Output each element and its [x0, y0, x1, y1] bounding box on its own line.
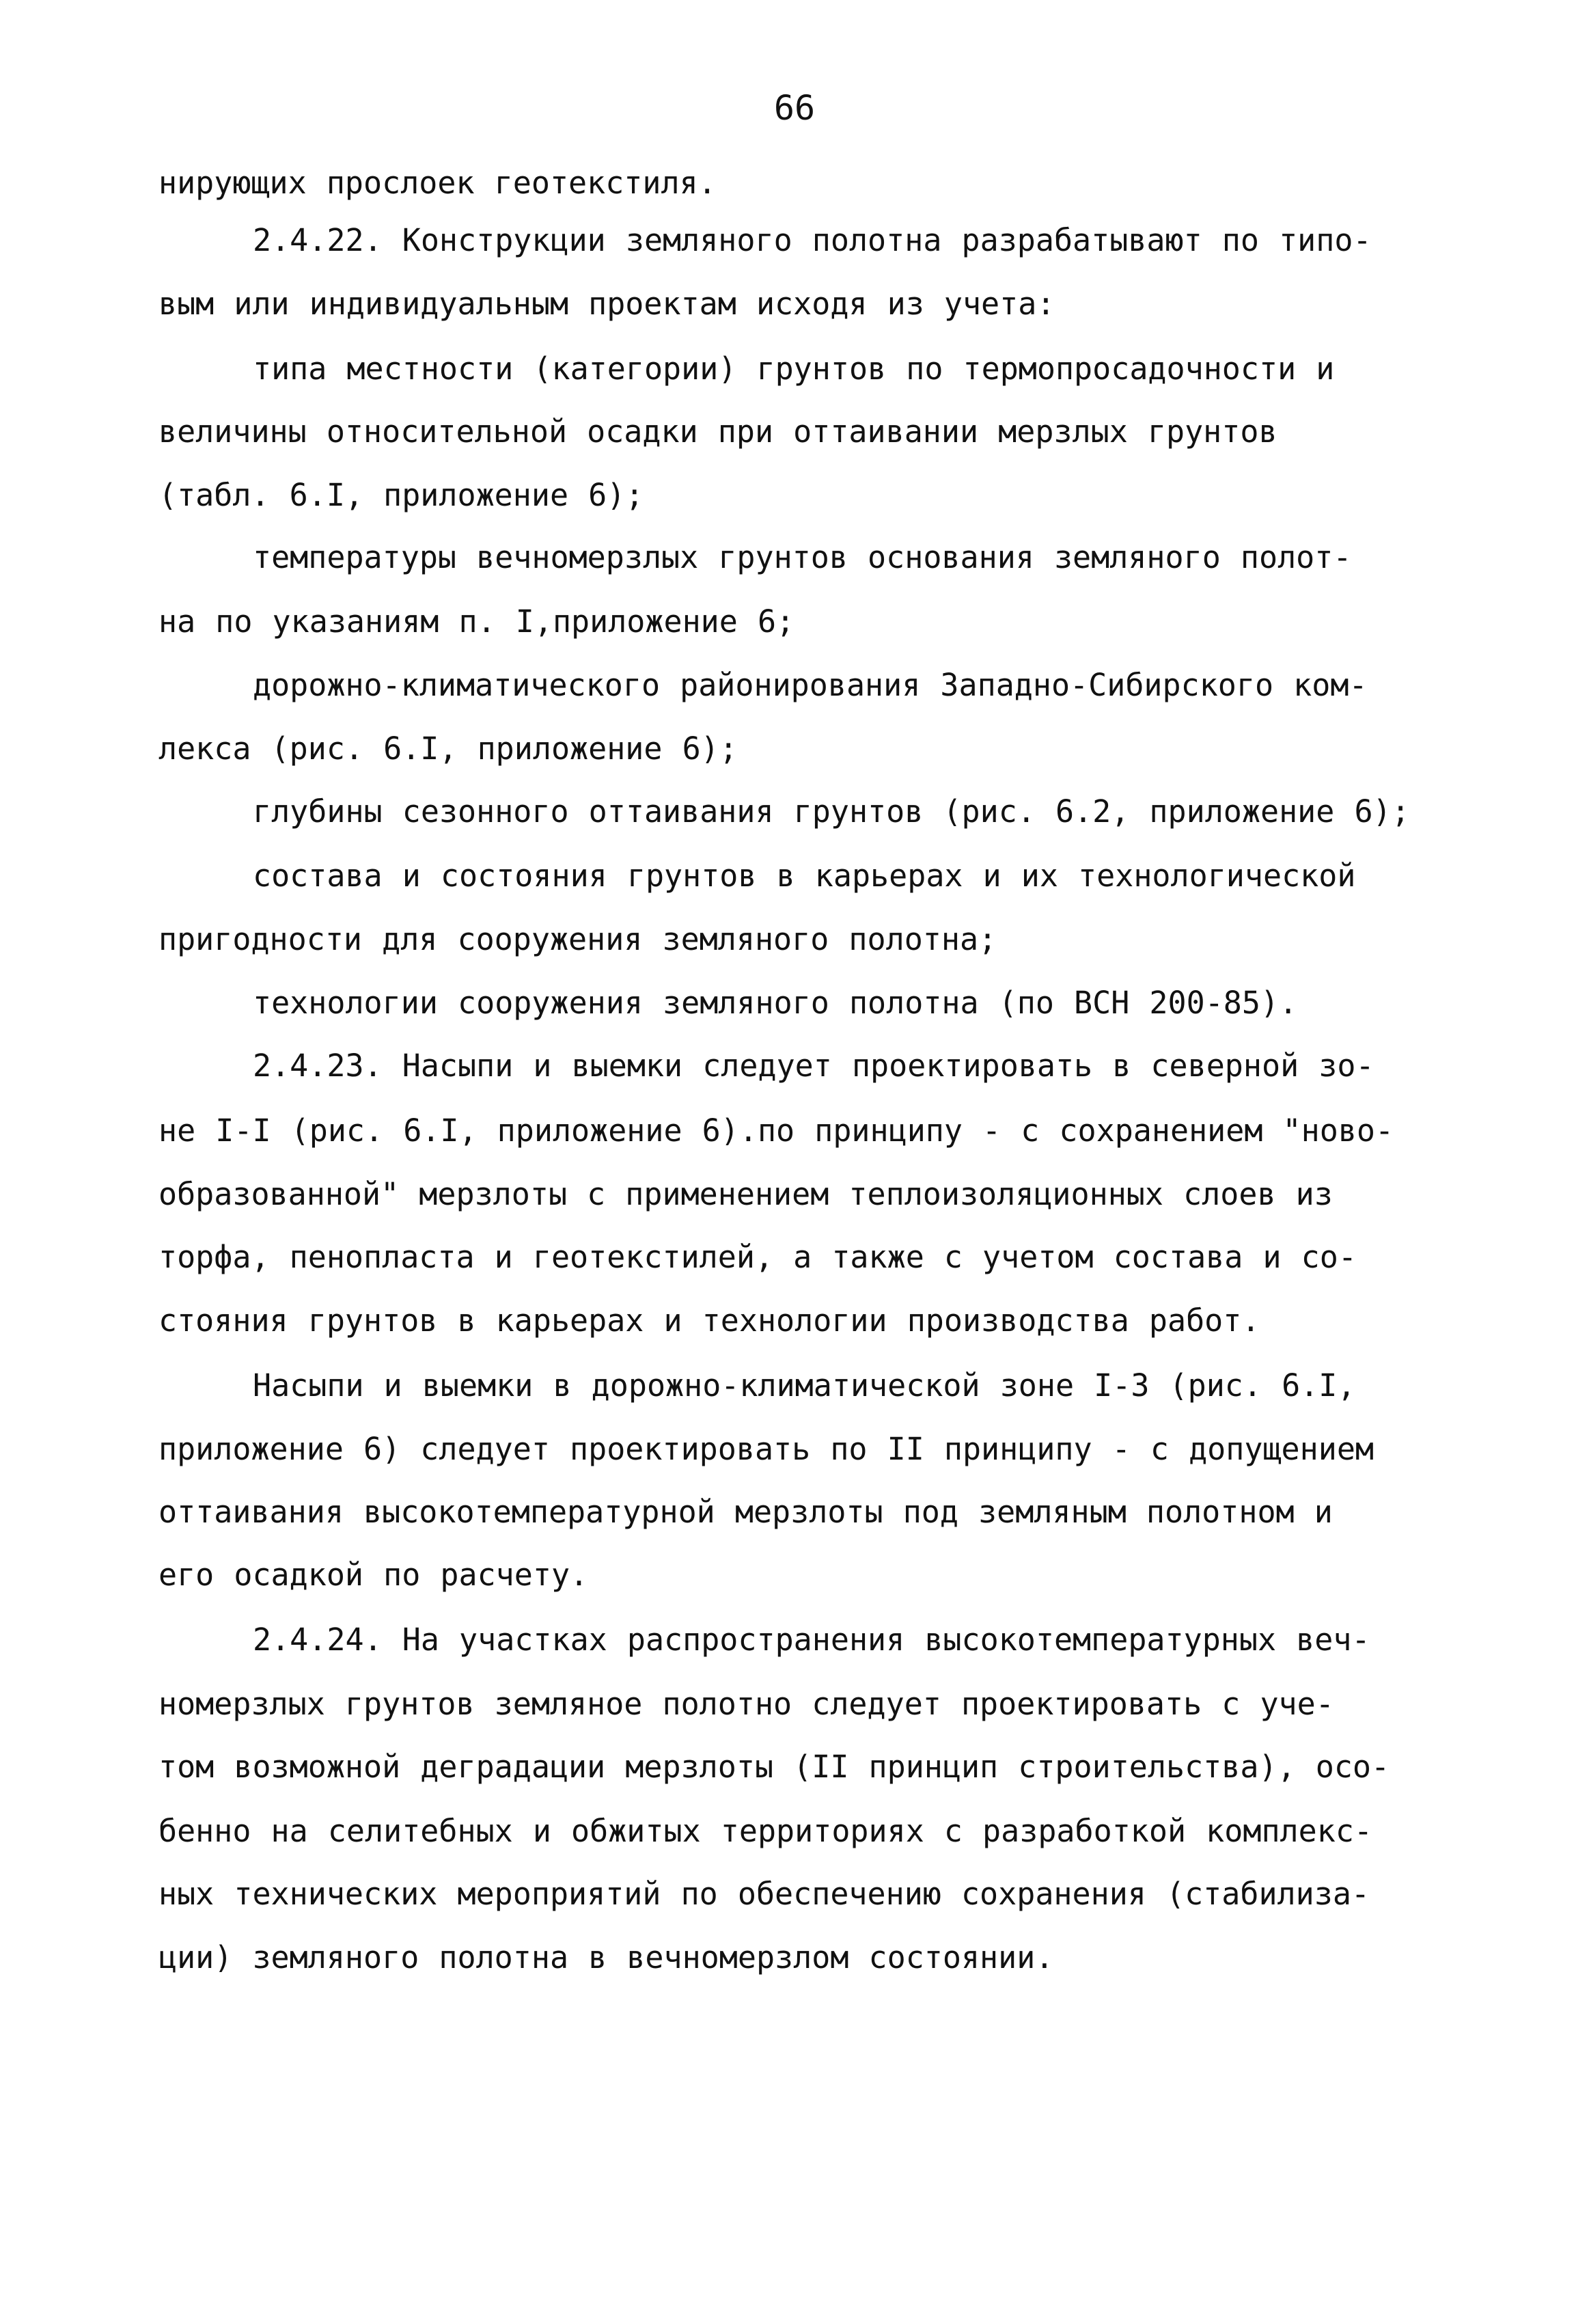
text-line: (табл. 6.I, приложение 6);: [158, 477, 644, 513]
text-line: ных технических мероприятий по обеспечению сохранения (стабилиза-: [158, 1876, 1370, 1912]
text-line: пригодности для сооружения земляного полотна;: [158, 921, 997, 957]
text-line: стояния грунтов в карьерах и технологии производства работ.: [158, 1302, 1260, 1339]
text-line: 2.4.22. Конструкции земляного полотна разрабатывают по типо-: [253, 222, 1372, 258]
text-line: образованной" мерзлоты с применением теплоизоляционных слоев из: [158, 1176, 1333, 1212]
text-line: бенно на селитебных и обжитых территориях с разработкой комплекс-: [158, 1813, 1372, 1849]
text-line: типа местности (категории) грунтов по термопросадочности и: [253, 351, 1335, 387]
page-number: 66: [773, 88, 816, 128]
text-line: его осадкой по расчету.: [158, 1557, 589, 1593]
text-line: дорожно-климатического районирования Западно-Сибирского ком-: [253, 667, 1368, 703]
text-line: на по указаниям п. I,приложение 6;: [158, 603, 795, 640]
text-line: Насыпи и выемки в дорожно-климатической зоне I-3 (рис. 6.I,: [253, 1367, 1356, 1404]
text-line: 2.4.23. Насыпи и выемки следует проектировать в северной зо-: [253, 1048, 1374, 1084]
text-line: температуры вечномерзлых грунтов основания земляного полот-: [253, 539, 1352, 575]
text-line: ции) земляного полотна в вечномерзлом состоянии.: [158, 1939, 1054, 1976]
text-line: торфа, пенопласта и геотекстилей, а также с учетом состава и со-: [158, 1239, 1357, 1275]
text-line: 2.4.24. На участках распространения высокотемпературных веч-: [253, 1622, 1370, 1658]
text-line: приложение 6) следует проектировать по II принципу - с допущением: [158, 1431, 1374, 1467]
text-line: величины относительной осадки при оттаивании мерзлых грунтов: [158, 413, 1277, 450]
text-line: том возможной деградации мерзлоты (II принцип строительства), осо-: [158, 1749, 1390, 1785]
text-line: технологии сооружения земляного полотна (по ВСН 200-85).: [253, 985, 1298, 1021]
text-line: номерзлых грунтов земляное полотно следует проектировать с уче-: [158, 1686, 1334, 1722]
text-line: не I-I (рис. 6.I, приложение 6).по принципу - с сохранением "ново-: [158, 1112, 1394, 1149]
text-line: нирующих прослоек геотекстиля.: [158, 165, 717, 201]
text-line: состава и состояния грунтов в карьерах и их технологической: [253, 858, 1356, 894]
text-line: лекса (рис. 6.I, приложение 6);: [158, 730, 738, 767]
text-line: глубины сезонного оттаивания грунтов (рис. 6.2, приложение 6);: [253, 793, 1410, 830]
text-line: вым или индивидуальным проектам исходя из учета:: [158, 286, 1055, 322]
text-line: оттаивания высокотемпературной мерзлоты под земляным полотном и: [158, 1494, 1333, 1530]
